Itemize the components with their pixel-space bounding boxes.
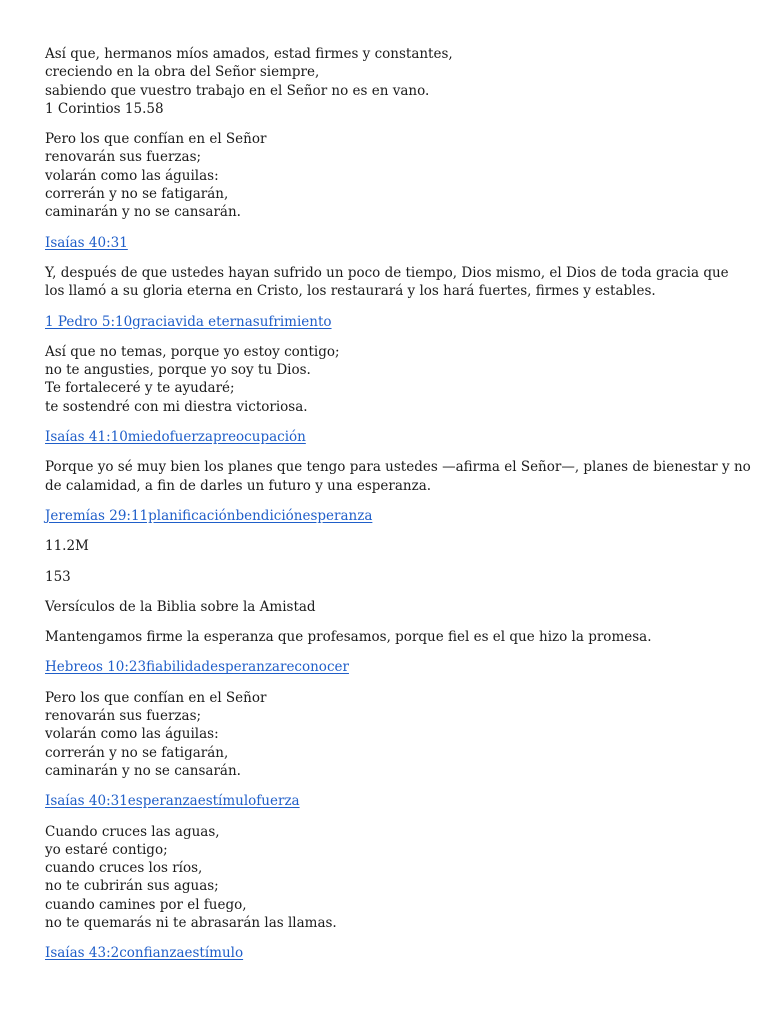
verse-line: no te quemarás ni te abrasarán las llamas. — [45, 914, 337, 931]
verse-text-block — [45, 458, 751, 495]
verse-line: Así que, hermanos míos amados, estad firmes y constantes, — [45, 46, 453, 62]
verse-reference-link[interactable]: Isaías 40:31 — [45, 234, 128, 251]
verse-line: creciendo en la obra del Señor siempre, — [45, 64, 320, 81]
verse-reference-link[interactable]: Isaías 41:10miedofuerzapreocupación — [45, 429, 306, 446]
verse-text-block — [45, 598, 735, 616]
verse-line: Cuando cruces las aguas, — [45, 823, 220, 840]
verse-reference-link[interactable]: 1 Pedro 5:10graciavida eternasufrimiento — [45, 313, 332, 330]
verse-line: Así que no temas, porque yo estoy contigo; — [45, 343, 340, 360]
verse-reference-row — [45, 507, 735, 525]
verse-line: te sostendré con mi diestra victoriosa. — [45, 398, 308, 415]
verse-text-block — [45, 343, 735, 416]
verse-text-block — [45, 689, 735, 780]
verse-text-block — [45, 537, 735, 555]
verse-line: Te fortaleceré y te ayudaré; — [45, 380, 235, 397]
verse-line: los llamó a su gloria eterna en Cristo, los restaurará y los hará fuertes, firmes y estables. — [45, 283, 656, 300]
verse-line: volarán como las águilas: — [45, 726, 219, 743]
verse-reference-link[interactable]: Hebreos 10:23fiabilidadesperanzareconocer — [45, 659, 349, 676]
verse-line: caminarán y no se cansarán. — [45, 204, 241, 221]
verse-line: Pero los que confían en el Señor — [45, 131, 267, 148]
verse-reference-row — [45, 428, 735, 446]
verse-line: renovarán sus fuerzas; — [45, 708, 202, 725]
verse-line: Pero los que confían en el Señor — [45, 689, 267, 706]
verse-line: cuando cruces los ríos, — [45, 860, 203, 877]
verse-line: correrán y no se fatigarán, — [45, 744, 229, 761]
verse-reference-row — [45, 234, 735, 252]
verse-line: caminarán y no se cansarán. — [45, 762, 241, 779]
verse-line: Y, después de que ustedes hayan sufrido un poco de tiempo, Dios mismo, el Dios de toda gracia que — [45, 264, 729, 281]
verse-line: Versículos de la Biblia sobre la Amistad — [45, 598, 316, 615]
verse-text-block — [45, 823, 735, 933]
verse-line: Porque yo sé muy bien los planes que tengo para ustedes —afirma el Señor—, planes de bienestar y no — [45, 459, 751, 476]
verse-line: de calamidad, a fin de darles un futuro y una esperanza. — [45, 477, 432, 494]
verse-reference-link[interactable]: Isaías 43:2confianzaestímulo — [45, 945, 244, 962]
verse-line: Mantengamos firme la esperanza que profesamos, porque fiel es el que hizo la promesa. — [45, 629, 652, 646]
verse-line: cuando camines por el fuego, — [45, 896, 247, 913]
verse-line: 1 Corintios 15.58 — [45, 100, 164, 117]
verse-reference-link[interactable]: Isaías 40:31esperanzaestímulofuerza — [45, 793, 300, 810]
verse-line: volarán como las águilas: — [45, 167, 219, 184]
verse-line: yo estaré contigo; — [45, 841, 168, 858]
verse-line: 11.2M — [45, 538, 89, 555]
verse-line: no te cubrirán sus aguas; — [45, 878, 219, 895]
verse-line: no te angusties, porque yo soy tu Dios. — [45, 362, 311, 379]
verse-line: sabiendo que vuestro trabajo en el Señor no es en vano. — [45, 82, 430, 99]
verse-reference-row — [45, 658, 735, 676]
verse-reference-row — [45, 944, 735, 962]
verse-text-block — [45, 264, 735, 301]
verse-text-block — [45, 130, 735, 221]
verse-text-block — [45, 568, 735, 586]
verse-line: correrán y no se fatigarán, — [45, 186, 229, 203]
verse-text-block — [45, 45, 735, 118]
verse-text-block — [45, 628, 735, 646]
verse-reference-row — [45, 792, 735, 810]
verse-page — [45, 45, 751, 975]
verse-line: 153 — [45, 568, 71, 585]
verse-reference-row — [45, 313, 735, 331]
verse-reference-link[interactable]: Jeremías 29:11planificaciónbendiciónesperanza — [45, 507, 373, 524]
verse-line: renovarán sus fuerzas; — [45, 149, 202, 166]
